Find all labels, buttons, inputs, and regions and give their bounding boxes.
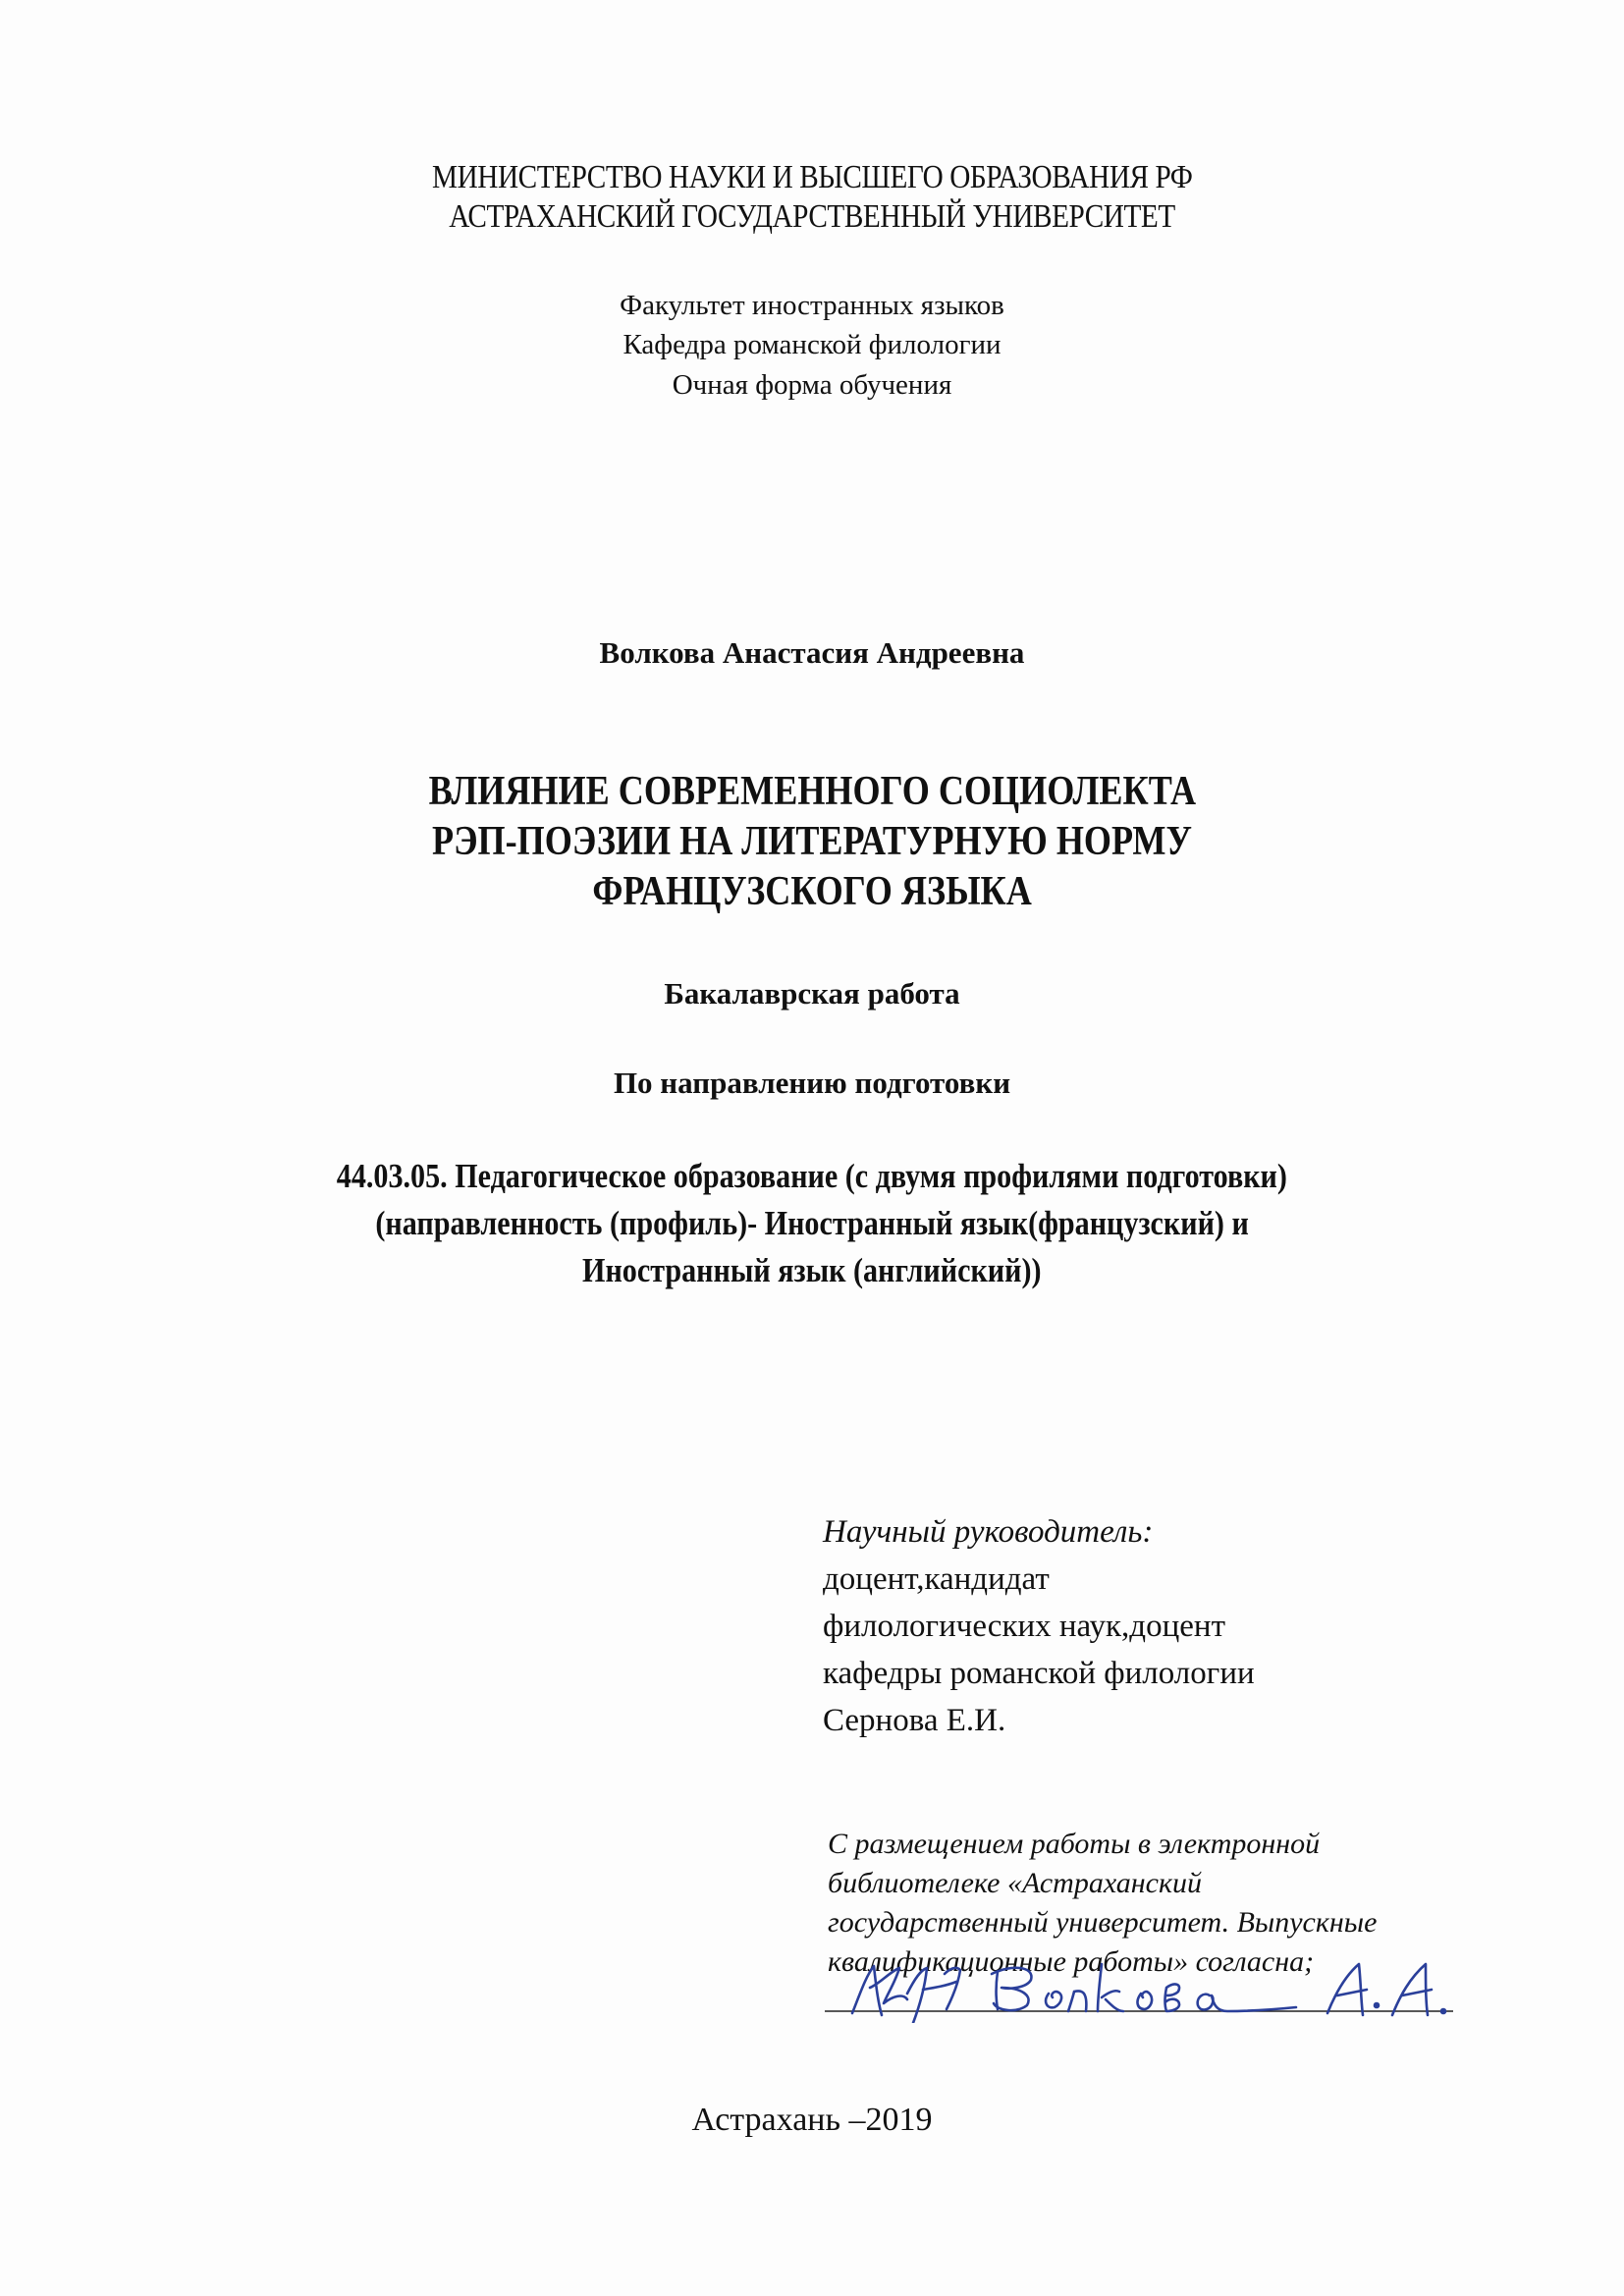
- author-name: Волкова Анастасия Андреевна: [599, 635, 1025, 670]
- direction-label: По направлению подготовки: [613, 1066, 1011, 1100]
- signature-strokes: [852, 1964, 1445, 2023]
- program-line-1: [0, 1157, 1624, 1196]
- supervisor-block: [823, 1508, 1255, 1744]
- ministry-heading: [0, 159, 1624, 196]
- work-type: Бакалаврская работа: [664, 976, 960, 1011]
- supervisor-line: кафедры романской филологии: [823, 1656, 1255, 1691]
- consent-line: государственный университет. Выпускные: [828, 1906, 1378, 1939]
- program-text: (направленность (профиль)- Иностранный язык(французский) и: [375, 1204, 1249, 1242]
- university-heading: [0, 198, 1624, 236]
- consent-line: квалификационные работы» согласна;: [828, 1945, 1315, 1978]
- university-text: АСТРАХАНСКИЙ ГОСУДАРСТВЕННЫЙ УНИВЕРСИТЕТ: [449, 198, 1175, 235]
- thesis-title-line-1: [0, 768, 1624, 815]
- thesis-title-line-2: [0, 818, 1624, 865]
- supervisor-line: доцент,кандидат: [823, 1561, 1050, 1597]
- consent-line: С размещением работы в электронной: [828, 1828, 1321, 1860]
- title-text: ФРАНЦУЗСКОГО ЯЗЫКА: [592, 869, 1032, 914]
- program-text: 44.03.05. Педагогическое образование (с двумя профилями подготовки): [336, 1157, 1288, 1195]
- supervisor-name: Сернова Е.И.: [823, 1703, 1006, 1738]
- title-text: ВЛИЯНИЕ СОВРЕМЕННОГО СОЦИОЛЕКТА: [428, 769, 1196, 814]
- study-form: Очная форма обучения: [672, 369, 952, 401]
- department: Кафедра романской филологии: [623, 329, 1001, 360]
- program-text: Иностранный язык (английский)): [582, 1251, 1042, 1289]
- city-year: Астрахань –2019: [691, 2102, 933, 2138]
- title-text: РЭП-ПОЭЗИИ НА ЛИТЕРАТУРНУЮ НОРМУ: [432, 819, 1192, 864]
- program-line-2: [0, 1204, 1624, 1243]
- supervisor-line: филологических наук,доцент: [823, 1609, 1225, 1644]
- supervisor-label: Научный руководитель:: [823, 1514, 1154, 1550]
- thesis-title-line-3: [0, 868, 1624, 915]
- consent-line: библиотелеке «Астраханский: [828, 1867, 1202, 1899]
- faculty: Факультет иностранных языков: [620, 290, 1004, 321]
- ministry-text: МИНИСТЕРСТВО НАУКИ И ВЫСШЕГО ОБРАЗОВАНИЯ РФ: [431, 159, 1193, 195]
- program-line-3: [0, 1251, 1624, 1290]
- handwritten-signature: [825, 1954, 1453, 2023]
